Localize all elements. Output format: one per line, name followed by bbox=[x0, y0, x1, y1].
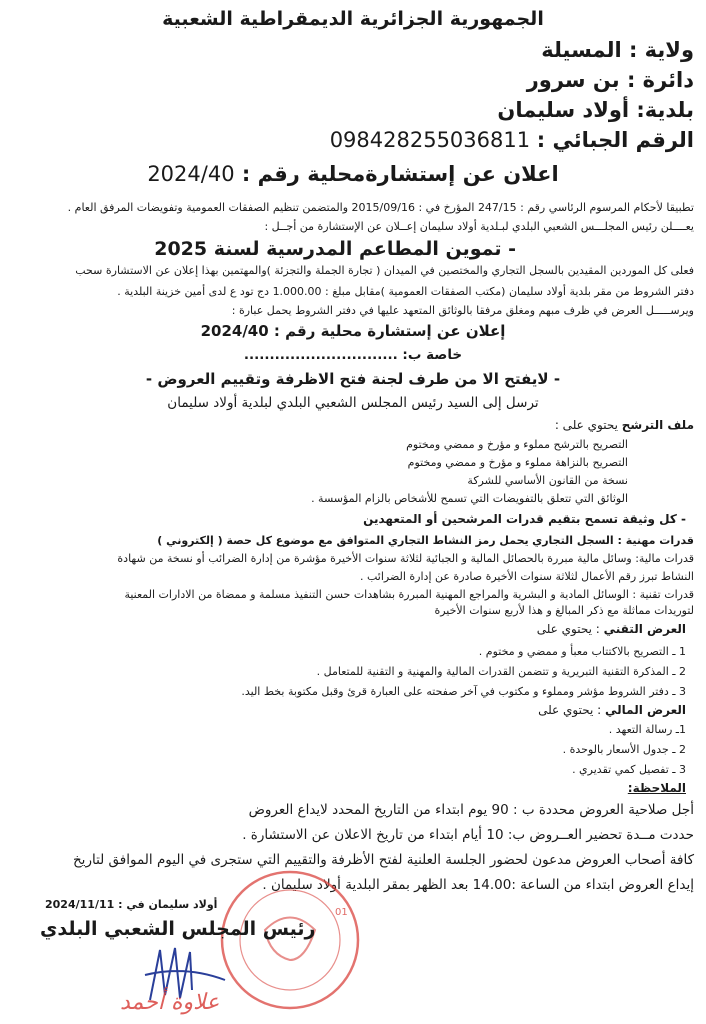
candidacy-heading-label: ملف الترشح bbox=[621, 418, 694, 432]
tax-id-value: 098428255036811 bbox=[329, 128, 531, 152]
note-line: حددت مــدة تحضير العــروض ب: 10 أيام ابتداء من تاريخ الاعلان عن الاستشارة . bbox=[242, 827, 694, 843]
capacity-financial-1: قدرات مالية: وسائل مالية مبررة بالحصائل المالية و الجبائية لثلاثة سنوات الأخيرة مؤشرة من إدارة الضرائب أو نسخة من شهادة bbox=[117, 552, 694, 565]
commune: بلدية: أولاد سليمان bbox=[497, 98, 694, 122]
intro-line-4: دفتر الشروط من مقر بلدية أولاد سليمان (مكتب الصفقات العمومية )مقابل مبلغ : 1.000.00 دج تود ع لدى أمين خزينة البلدية . bbox=[117, 285, 694, 298]
wilaya: ولاية : المسيلة bbox=[541, 38, 694, 62]
signatory-name: علاوة أحمد bbox=[120, 990, 220, 1015]
subject: - تموين المطاعم المدرسية لسنة 2025 bbox=[154, 238, 516, 260]
technical-offer-item: 1 ـ التصريح بالاكتتاب معبأ و ممضي و مختوم . bbox=[478, 645, 686, 658]
capacity-financial-2: النشاط تبرز رقم الأعمال لثلاثة سنوات الأخيرة صادرة عن إدارة الضرائب . bbox=[359, 570, 694, 583]
financial-offer-item: 1ـ رسالة التعهد . bbox=[608, 723, 686, 736]
envelope-special: خاصة ب: .............................. bbox=[243, 347, 463, 363]
intro-line-3: فعلى كل الموردين المقيدين بالسجل التجاري والمختصين في الميدان ( تجارة الجملة والتجزئة )والمهتمين بهذا إعلان عن الاستشارة سحب bbox=[75, 264, 694, 277]
financial-offer-item: 2 ـ جدول الأسعار بالوحدة . bbox=[562, 743, 686, 756]
intro-line-2: يعــــلن رئيس المجلـــس الشعبي البلدي لبـلدية أولاد سليمان إعــلان عن الإستشارة من أجــل : bbox=[264, 220, 694, 233]
signature-place-date: أولاد سليمان في : 2024/11/11 bbox=[45, 898, 218, 911]
official-stamp bbox=[205, 860, 375, 1020]
notes-heading: الملاحظة: bbox=[627, 781, 686, 795]
intro-line-1: تطبيقا لأحكام المرسوم الرئاسي رقم : 247/15 المؤرخ في : 2015/09/16 والمتضمن تنظيم الصفقات العمومية وتفويضات المرفق العام . bbox=[67, 201, 694, 214]
svg-text:01: 01 bbox=[335, 907, 348, 918]
candidacy-item: التصريح بالنزاهة مملوء و مؤرخ و ممضي ومختوم bbox=[407, 456, 628, 469]
capacity-professional bbox=[157, 534, 694, 547]
candidacy-item: الوثائق التي تتعلق بالتفويضات التي تسمح للأشخاص بالزام المؤسسة . bbox=[311, 492, 628, 505]
capacity-technical-1: قدرات تقنية : الوسائل المادية و البشرية والمراجع المهنية المبررة بشاهدات حسن التنفيذ مسلمة و ممضاة من الادارات المعنية bbox=[124, 588, 694, 601]
technical-offer-label: العرض التقني bbox=[603, 622, 686, 636]
financial-offer-heading bbox=[538, 703, 686, 717]
technical-offer-item: 2 ـ المذكرة التقنية التبريرية و تتضمن القدرات المالية والمهنية و التقنية للمتعامل . bbox=[316, 665, 686, 678]
note-line: إيداع العروض ابتداء من الساعة :14.00 بعد الظهر بمقر البلدية أولاد سليمان . bbox=[262, 877, 694, 893]
technical-offer-heading bbox=[537, 622, 686, 636]
capacities-heading: - كل وثيقة تسمح بتقيم قدرات المرشحين أو المتعهدين bbox=[363, 512, 686, 526]
republic-header: الجمهورية الجزائرية الديمقراطية الشعبية bbox=[162, 8, 544, 30]
signature-title: رئيس المجلس الشعبي البلدي bbox=[40, 918, 316, 940]
financial-offer-item: 3 ـ تفصيل كمي تقديري . bbox=[572, 763, 686, 776]
note-line: كافة أصحاب العروض مدعون لحضور الجلسة العلنية لفتح الأظرفة والتقييم التي ستجرى في اليوم الموافق لتاريخ bbox=[72, 852, 694, 868]
technical-offer-item: 3 ـ دفتر الشروط مؤشر ومملوء و مكتوب في آخر صفحته على العبارة قرئ وقبل مكتوبة بخط اليد. bbox=[241, 685, 686, 698]
title-label: اعلان عن إستشارةمحلية رقم : bbox=[241, 162, 559, 186]
financial-offer-contains: : يحتوي على bbox=[538, 703, 602, 717]
technical-offer-contains: : يحتوي على bbox=[536, 622, 600, 636]
candidacy-item: التصريح بالترشح مملوء و مؤرخ و ممضي ومختوم bbox=[406, 438, 628, 451]
envelope-no-open: - لايفتح الا من طرف لجنة فتح الاظرفة وتقييم العروض - bbox=[145, 370, 561, 388]
capacity-professional-label: قدرات مهنية : السجل التجاري bbox=[532, 534, 694, 547]
candidacy-item: نسخة من القانون الأساسي للشركة bbox=[467, 474, 628, 487]
candidacy-contains: يحتوي على : bbox=[554, 418, 618, 432]
envelope-send-to: ترسل إلى السيد رئيس المجلس الشعبي البلدي لبلدية أولاد سليمان bbox=[167, 395, 539, 411]
candidacy-heading bbox=[555, 418, 694, 432]
tax-id-label: الرقم الجبائي : bbox=[536, 128, 694, 152]
capacity-professional-text: يحمل رمز النشاط التجاري المتوافق مع موضوع كل حصة ( إلكتروني ) bbox=[157, 534, 529, 547]
financial-offer-label: العرض المالي bbox=[605, 703, 686, 717]
page-title bbox=[0, 162, 706, 186]
capacity-technical-2: لتوريدات مماثلة مع ذكر المبالغ و هذا لأربع سنوات الأخيرة bbox=[434, 604, 694, 617]
envelope-label: إعلان عن إستشارة محلية رقم : 2024/40 bbox=[200, 322, 506, 340]
title-number: 2024/40 bbox=[147, 162, 235, 186]
tax-id bbox=[330, 128, 694, 152]
note-line: أجل صلاحية العروض محددة ب : 90 يوم ابتداء من التاريخ المحدد لايداع العروض bbox=[248, 802, 694, 818]
intro-line-5: ويرســـــل العرض في ظرف مبهم ومغلق مرفقا بالوثائق المتعهد عليها في دفتر الشروط يحمل عبارة : bbox=[231, 304, 694, 317]
daira: دائرة : بن سرور bbox=[526, 68, 694, 92]
